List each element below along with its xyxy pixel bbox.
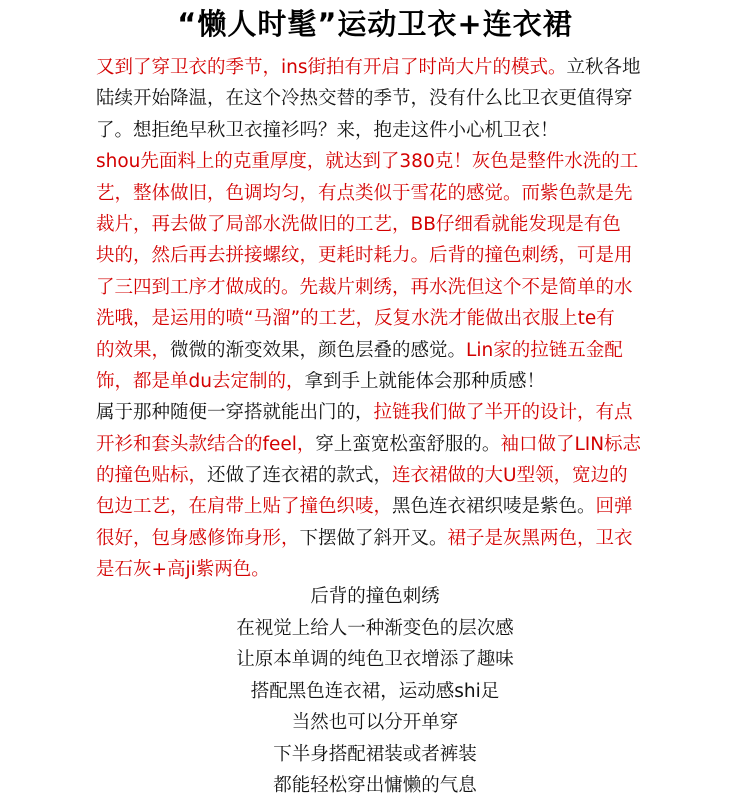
body-line: [96, 303, 666, 334]
highlighted-text: 很好，包身感修饰身形，: [96, 527, 300, 549]
body-line: [96, 146, 666, 177]
body-text-segment: 还做了连衣裙的款式，: [207, 465, 393, 487]
highlighted-text: 饰，都是单du去定制的，: [96, 370, 305, 392]
caption-list: [0, 581, 750, 802]
highlighted-text: 回弹: [595, 496, 633, 518]
body-text-segment: 了。想拒绝早秋卫衣撞衫吗？来，抱走这件小心机卫衣！: [96, 119, 559, 141]
highlighted-text: Lin家的拉链五金配: [466, 339, 623, 361]
highlighted-text: 艺，整体做旧，色调均匀，有点类似于雪花的感觉。而紫色款是先: [96, 182, 633, 204]
highlighted-text: 了三四到工序才做成的。先裁片刺绣，再水洗但这个不是简单的水: [96, 276, 633, 298]
highlighted-text: 连衣裙做的大U型领，宽边的: [392, 465, 628, 487]
highlighted-text: 洗哦，是运用的喷“马溜”的工艺，反复水洗才能做出衣服上te有: [96, 308, 615, 330]
body-line: [96, 240, 666, 271]
highlighted-text: 包边工艺，在肩带上贴了撞色织唛，: [96, 496, 393, 518]
body-text-segment: 陆续开始降温，在这个冷热交替的季节，没有什么比卫衣更值得穿: [96, 88, 633, 110]
highlighted-text: shou先面料上的克重厚度，就达到了380克！灰色是整件水洗的工: [96, 151, 639, 173]
highlighted-text: 的效果，: [96, 339, 171, 361]
body-text-segment: 立秋各地: [566, 57, 641, 78]
article-body: [96, 52, 666, 586]
body-line: [96, 178, 666, 209]
highlighted-text: 裁片，再去做了局部水洗做旧的工艺，BB仔细看就能发现是有色: [96, 213, 621, 235]
article-title: “懒人时髦”运动卫衣+连衣裙: [177, 7, 573, 41]
caption-line: 搭配黑色连衣裙，运动感shi足: [250, 680, 500, 702]
caption-line: 在视觉上给人一种渐变色的层次感: [236, 617, 514, 639]
caption-line: 后背的撞色刺绣: [310, 586, 440, 607]
highlighted-text: 的撞色贴标，: [96, 465, 208, 487]
highlighted-text: 是石灰+高ji紫两色。: [96, 559, 270, 581]
highlighted-text: 拉链我们做了半开的设计，有点: [373, 402, 633, 424]
body-line: [96, 491, 666, 522]
body-line: [96, 460, 666, 491]
caption-line: 让原本单调的纯色卫衣增添了趣味: [236, 649, 514, 670]
body-line: [96, 209, 666, 240]
body-line: [96, 366, 666, 397]
body-line: [96, 52, 666, 83]
body-line: [96, 397, 666, 428]
body-line: [96, 272, 666, 303]
body-text-segment: 属于那种随便一穿搭就能出门的，: [96, 402, 374, 424]
highlighted-text: 袖口做了LIN标志: [500, 433, 642, 455]
caption-line: 当然也可以分开单穿: [291, 712, 459, 733]
body-line: [96, 335, 666, 366]
body-text-segment: 下摆做了斜开叉。: [299, 527, 448, 549]
body-line: [96, 83, 666, 114]
body-line: [96, 429, 666, 460]
caption-line: 下半身搭配裙装或者裤装: [273, 743, 477, 765]
highlighted-text: 开衫和套头款结合的feel，: [96, 433, 316, 455]
highlighted-text: 又到了穿卫衣的季节，ins街拍有开启了时尚大片的模式。: [96, 57, 567, 78]
body-text-segment: 拿到手上就能体会那种质感！: [304, 370, 545, 392]
body-text-segment: 穿上蛮宽松蛮舒服的。: [315, 433, 501, 455]
body-text-segment: 微微的渐变效果，颜色层叠的感觉。: [170, 339, 467, 361]
body-text-segment: 黑色连衣裙织唛是紫色。: [392, 496, 596, 518]
caption-line: 都能轻松穿出慵懒的气息: [273, 775, 477, 796]
body-line: [96, 115, 666, 146]
highlighted-text: 裙子是灰黑两色，卫衣: [447, 527, 633, 549]
highlighted-text: 块的，然后再去拼接螺纹，更耗时耗力。后背的撞色刺绣，可是用: [96, 245, 633, 267]
body-line: [96, 523, 666, 554]
